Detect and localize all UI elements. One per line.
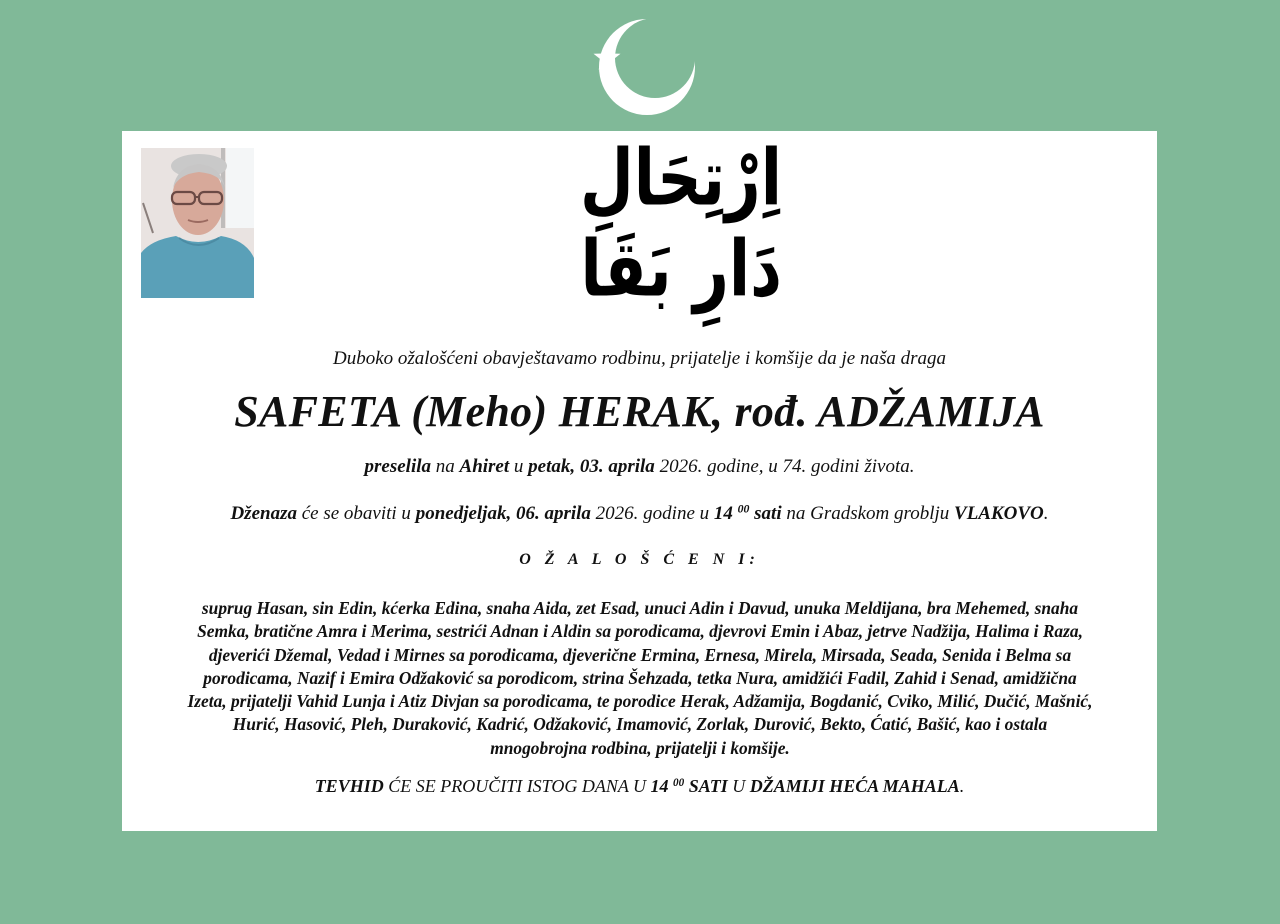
- tevhid-text-3: .: [959, 776, 965, 796]
- deceased-name: SAFETA (Meho) HERAK, rođ. ADŽAMIJA: [234, 387, 1045, 436]
- funeral-text-1: će se obaviti u: [296, 503, 416, 524]
- funeral-text-3: na Gradskom groblju: [781, 503, 955, 524]
- funeral-date: ponedjeljak, 06. aprila: [415, 503, 591, 524]
- mourners-heading: O Ž A L O Š Ć E N I:: [519, 551, 760, 568]
- passed-text-3: 2026. godine, u 74. godini života.: [654, 456, 915, 477]
- funeral-cemetery: VLAKOVO: [954, 503, 1044, 524]
- mourners-line: Semka, bratične Amra i Merima, sestrići Adnan i Aldin sa porodicama, djevrovi Emin i Abaz, jetrve Nadžija, Halima i Raza,: [197, 621, 1083, 642]
- obituary-card: [122, 131, 1157, 831]
- mourners-line: djeverići Džemal, Vedad i Mirnes sa porodicama, djeverične Ermina, Ernesa, Mirela, Mirsada, Seada, Senida i Belma sa: [208, 644, 1072, 665]
- tevhid-line: [122, 776, 1157, 797]
- mourners-line: suprug Hasan, sin Edin, kćerka Edina, snaha Aida, zet Esad, unuci Adin i Davud, unuka Meldijana, bra Mehemed, snaha: [201, 598, 1079, 618]
- portrait-photo: [141, 148, 254, 298]
- passed-verb: preselila: [364, 456, 432, 477]
- death-notice-line: [122, 456, 1157, 478]
- funeral-line: [122, 503, 1157, 525]
- funeral-minutes: 00: [737, 502, 750, 516]
- arabic-calligraphy: [507, 131, 782, 315]
- funeral-text-4: .: [1043, 503, 1049, 524]
- funeral-label: Dženaza: [230, 503, 297, 524]
- funeral-sati: sati: [749, 503, 782, 524]
- passed-place: Ahiret: [459, 456, 510, 477]
- tevhid-sati: SATI: [684, 776, 728, 796]
- passed-text-2: u: [509, 456, 529, 477]
- calligraphy-text: اِرْتِحَالِ دَارِ بَقَا: [580, 131, 782, 315]
- tevhid-minutes: 00: [673, 776, 685, 789]
- funeral-text-2: 2026. godine u: [590, 503, 714, 524]
- crescent-star-icon: [585, 15, 695, 120]
- mourners-line: Hurić, Hasović, Pleh, Duraković, Kadrić, Odžaković, Imamović, Zorlak, Durović, Bekto, Ćatić, Bašić, kao i ostala: [232, 714, 1048, 735]
- mourners-line: porodicama, Nazif i Emira Odžaković sa porodicom, strina Šehzada, tetka Nura, amidžići Fadil, Zahid i Senad, amidžična: [203, 667, 1077, 688]
- tevhid-text-2: U: [727, 776, 750, 796]
- tevhid-text-1: ĆE SE PROUČITI ISTOG DANA U: [383, 776, 651, 796]
- funeral-hour: 14: [713, 503, 733, 524]
- passed-date: petak, 03. aprila: [528, 456, 655, 477]
- passed-text-1: na: [431, 456, 460, 477]
- mourners-line: mnogobrojna rodbina, prijatelji i komšije.: [490, 737, 790, 758]
- intro-text: Duboko ožalošćeni obavještavamo rodbinu, prijatelje i komšije da je naša draga: [332, 348, 947, 369]
- tevhid-place: DŽAMIJI HEĆA MAHALA: [749, 776, 960, 796]
- mourners-line: Izeta, prijatelji Vahid Lunja i Atiz Divjan sa porodicama, te porodice Herak, Adžamija, Bogdanić, Cviko, Milić, Dučić, Mašnić,: [187, 691, 1093, 712]
- portrait-illustration: [141, 148, 254, 298]
- mourners-list: [140, 597, 1140, 760]
- tevhid-label: TEVHID: [314, 776, 384, 796]
- tevhid-hour: 14: [650, 776, 669, 796]
